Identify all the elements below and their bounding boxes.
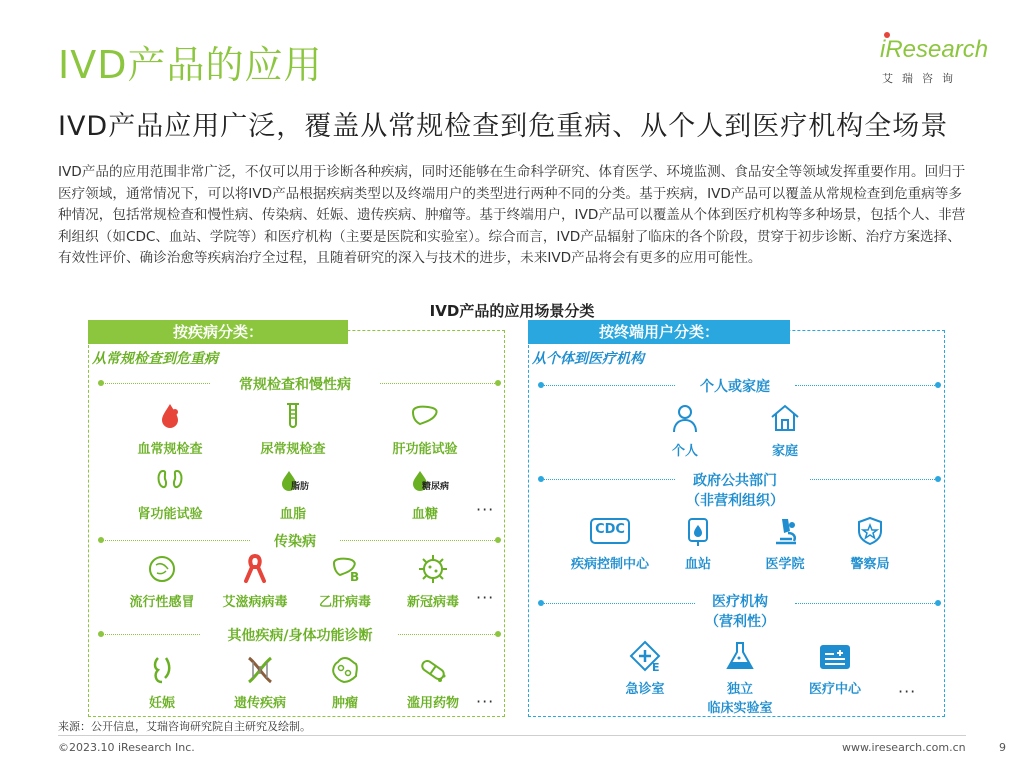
pill-capsule-icon bbox=[416, 654, 450, 686]
section-title-line1: 医疗机构 bbox=[712, 594, 768, 610]
item-police bbox=[815, 515, 925, 572]
disease-panel-subhead: 从常规检查到危重病 bbox=[92, 351, 218, 367]
item-label: 艾滋病病毒 bbox=[222, 595, 288, 610]
divider-dot bbox=[538, 476, 544, 482]
divider-dot bbox=[495, 380, 501, 386]
section-title-medical-institution bbox=[690, 591, 790, 631]
red-ribbon-icon bbox=[238, 553, 272, 585]
cdc-icon bbox=[593, 515, 627, 547]
divider bbox=[540, 603, 695, 604]
section-title-line1: 政府公共部门 bbox=[693, 473, 777, 489]
sugar-drop-icon bbox=[408, 465, 450, 497]
divider bbox=[100, 634, 200, 635]
divider-dot bbox=[935, 600, 941, 606]
item-label: 流行性感冒 bbox=[129, 595, 195, 610]
item-independent-lab bbox=[685, 640, 795, 716]
item-medical-center bbox=[780, 640, 890, 697]
item-label: 医学院 bbox=[765, 557, 805, 572]
section-title-line2: （非营利组织） bbox=[686, 493, 784, 509]
item-label: 血常规检查 bbox=[137, 442, 203, 457]
divider-dot bbox=[98, 380, 104, 386]
emergency-icon bbox=[628, 640, 662, 672]
divider bbox=[380, 383, 495, 384]
item-label: 肾功能试验 bbox=[137, 507, 203, 522]
virus-cell-icon bbox=[145, 553, 179, 585]
item-covid bbox=[378, 553, 488, 610]
item-label-line1: 独立 bbox=[726, 682, 753, 697]
more-ellipsis: ··· bbox=[476, 500, 495, 519]
pregnancy-icon bbox=[145, 654, 179, 686]
section-title-routine: 常规检查和慢性病 bbox=[239, 377, 351, 393]
item-pregnancy bbox=[107, 654, 217, 711]
medical-center-icon bbox=[818, 640, 852, 672]
item-liver-function bbox=[370, 400, 480, 457]
section-title-line2: （营利性） bbox=[705, 614, 775, 630]
flask-icon bbox=[723, 640, 757, 672]
hepatitis-b-icon bbox=[328, 553, 362, 585]
section-title-individual: 个人或家庭 bbox=[700, 379, 770, 395]
item-label: 乙肝病毒 bbox=[318, 595, 371, 610]
item-blood-sugar bbox=[370, 465, 480, 522]
source-note: 来源：公开信息，艾瑞咨询研究院自主研究及绘制。 bbox=[58, 720, 311, 733]
page-title: IVD产品的应用 bbox=[58, 43, 323, 87]
svg-text:B: B bbox=[350, 570, 360, 584]
kidney-icon bbox=[153, 465, 187, 497]
divider bbox=[795, 603, 935, 604]
cdc-icon-text: CDC bbox=[595, 522, 625, 537]
section-title-other: 其他疾病/身体功能诊断 bbox=[227, 628, 373, 644]
liver-icon bbox=[408, 400, 442, 432]
item-family bbox=[730, 402, 840, 459]
divider bbox=[795, 385, 935, 386]
divider-dot bbox=[495, 537, 501, 543]
house-icon bbox=[768, 402, 802, 434]
item-blood-routine bbox=[115, 400, 225, 457]
item-label: 疾病控制中心 bbox=[570, 557, 649, 572]
figure-title: IVD产品的应用场景分类 bbox=[429, 302, 595, 320]
item-label: 遗传疾病 bbox=[233, 696, 286, 711]
microscope-icon bbox=[768, 515, 802, 547]
item-label-line2: 临床实验室 bbox=[707, 701, 773, 716]
lipid-drop-icon bbox=[276, 465, 310, 497]
divider-dot bbox=[98, 537, 104, 543]
divider bbox=[398, 634, 495, 635]
divider bbox=[340, 540, 495, 541]
item-label: 妊娠 bbox=[148, 696, 175, 711]
end-user-panel-head: 按终端用户分类： bbox=[528, 320, 790, 344]
footer-divider bbox=[58, 735, 966, 736]
item-kidney-function bbox=[115, 465, 225, 522]
divider-dot bbox=[935, 382, 941, 388]
item-label: 急诊室 bbox=[625, 682, 665, 697]
divider-dot bbox=[495, 631, 501, 637]
divider-dot bbox=[935, 476, 941, 482]
svg-text:E: E bbox=[652, 661, 660, 672]
footer-website: www.iresearch.com.cn bbox=[842, 741, 966, 754]
item-label: 个人 bbox=[671, 444, 698, 459]
section-title-infectious: 传染病 bbox=[274, 534, 316, 550]
coronavirus-icon bbox=[416, 553, 450, 585]
dna-icon bbox=[243, 654, 277, 686]
logo-subtext: 艾瑞咨询 bbox=[882, 72, 962, 85]
item-label: 血糖 bbox=[411, 507, 438, 522]
page-number: 9 bbox=[999, 741, 1006, 754]
divider-dot bbox=[98, 631, 104, 637]
item-label: 医疗中心 bbox=[808, 682, 861, 697]
more-ellipsis: ··· bbox=[476, 588, 495, 607]
iresearch-logo bbox=[880, 36, 990, 88]
item-label: 家庭 bbox=[771, 444, 798, 459]
end-user-panel-subhead: 从个体到医疗机构 bbox=[532, 351, 644, 367]
divider bbox=[100, 383, 210, 384]
item-label: 血站 bbox=[684, 557, 711, 572]
item-drug-abuse bbox=[378, 654, 488, 711]
item-label: 滥用药物 bbox=[406, 696, 459, 711]
item-label: 尿常规检查 bbox=[260, 442, 326, 457]
item-individual bbox=[630, 402, 740, 459]
item-urine-routine bbox=[238, 400, 348, 457]
sugar-icon-text: 糖尿病 bbox=[422, 482, 450, 492]
more-ellipsis: ··· bbox=[898, 682, 917, 701]
divider bbox=[100, 540, 250, 541]
item-emergency-room bbox=[590, 640, 700, 697]
item-label: 肝功能试验 bbox=[392, 442, 458, 457]
page-subtitle: IVD产品应用广泛，覆盖从常规检查到危重病、从个人到医疗机构全场景 bbox=[58, 111, 949, 142]
blood-bag-icon bbox=[681, 515, 715, 547]
tumor-cell-icon bbox=[328, 654, 362, 686]
item-label: 新冠病毒 bbox=[406, 595, 459, 610]
more-ellipsis: ··· bbox=[476, 692, 495, 711]
lipid-icon-text: 脂肪 bbox=[291, 482, 310, 492]
disease-panel-head: 按疾病分类： bbox=[88, 320, 348, 344]
item-blood-lipid bbox=[238, 465, 348, 522]
divider bbox=[540, 479, 675, 480]
police-badge-icon bbox=[853, 515, 887, 547]
intro-paragraph: IVD产品的应用范围非常广泛，不仅可以用于诊断各种疾病，同时还能够在生命科学研究、体育医学、环境监测、食品安全等领域发挥重要作用。回归于医疗领域，通常情况下，可以将IVD产品根据疾病类型以及终端用户的类型进行两种不同的分类。基于疾病，IVD产品可以覆盖从常规检查到危重病等多种情况，包括常规检查和慢性病、传染病、妊娠、遗传疾病、肿瘤等。基于终端用户，IVD产品可以覆盖从个体到医疗机构等多种场景，包括个人、非营利组织（如CDC、血站、学院等）和医疗机构（主要是医院和实验室）。综合而言，IVD产品辐射了临床的各个阶段，贯穿于初步诊断、治疗方案选择、有效性评价、确诊治愈等疾病治疗全过程，且随着研究的深入与技术的进步，未来IVD产品将会有更多的应用可能性。 bbox=[58, 164, 966, 266]
section-title-government bbox=[665, 470, 805, 510]
blood-drop-icon bbox=[153, 400, 187, 432]
divider bbox=[540, 385, 675, 386]
item-label: 警察局 bbox=[850, 557, 890, 572]
item-label: 肿瘤 bbox=[331, 696, 358, 711]
test-tube-icon bbox=[276, 400, 310, 432]
divider bbox=[810, 479, 935, 480]
divider-dot bbox=[538, 382, 544, 388]
divider-dot bbox=[538, 600, 544, 606]
item-label: 血脂 bbox=[279, 507, 306, 522]
footer-copyright: ©2023.10 iResearch Inc. bbox=[58, 741, 195, 754]
person-icon bbox=[668, 402, 702, 434]
logo-text: iResearch bbox=[880, 36, 989, 63]
